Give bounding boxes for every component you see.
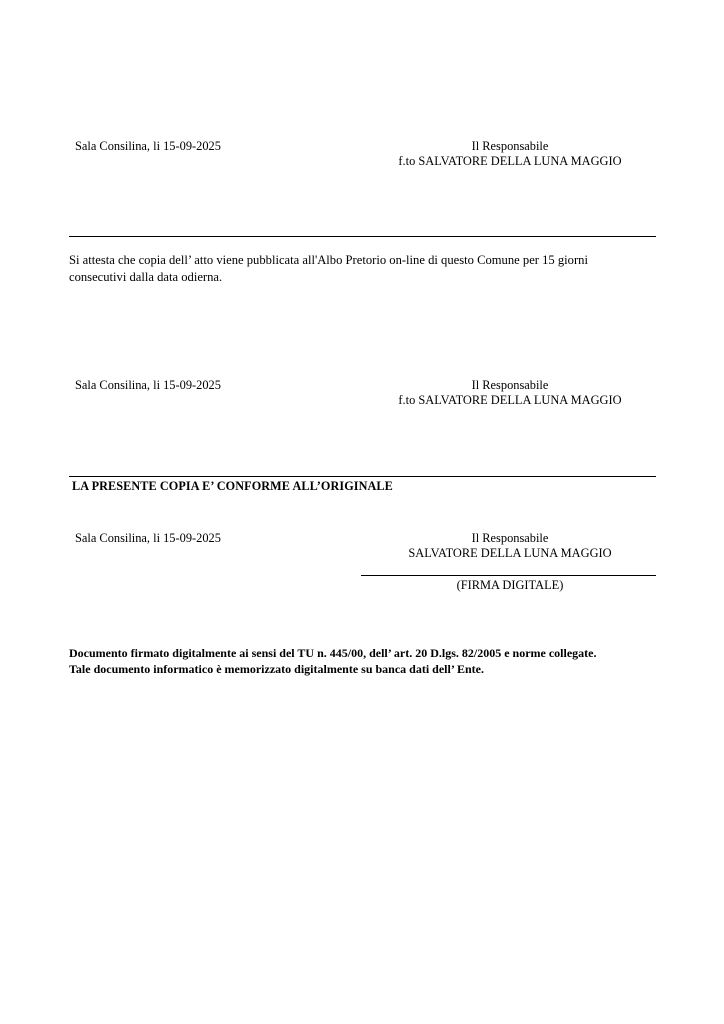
conformity-heading: LA PRESENTE COPIA E’ CONFORME ALL’ORIGINALE <box>72 479 393 493</box>
signatory-role-2: Il Responsabile <box>471 378 549 392</box>
publication-statement <box>69 252 659 285</box>
publication-line-2: consecutivi dalla data odierna. <box>69 269 223 284</box>
signatory-role-1: Il Responsabile <box>471 139 549 153</box>
footer-line-1: Documento firmato digitalmente ai sensi del TU n. 445/00, dell’ art. 20 D.lgs. 82/2005 e norme collegate. <box>69 646 597 660</box>
footer-line-2: Tale documento informatico è memorizzato digitalmente su banca dati dell’ Ente. <box>69 662 484 676</box>
signatory-role-3: Il Responsabile <box>471 531 549 545</box>
place-date-1: Sala Consilina, li 15-09-2025 <box>75 139 221 153</box>
divider-1 <box>69 236 656 237</box>
signatory-name-1: f.to SALVATORE DELLA LUNA MAGGIO <box>398 154 622 168</box>
signature-caption: (FIRMA DIGITALE) <box>456 578 564 592</box>
signature-line <box>361 575 656 576</box>
divider-2 <box>69 476 656 477</box>
signatory-name-2: f.to SALVATORE DELLA LUNA MAGGIO <box>398 393 622 407</box>
publication-line-1: Si attesta che copia dell’ atto viene pubblicata all'Albo Pretorio on-line di questo Comune per 15 giorni <box>69 253 588 267</box>
place-date-3: Sala Consilina, li 15-09-2025 <box>75 531 221 545</box>
place-date-2: Sala Consilina, li 15-09-2025 <box>75 378 221 392</box>
signatory-name-3: SALVATORE DELLA LUNA MAGGIO <box>408 546 612 560</box>
